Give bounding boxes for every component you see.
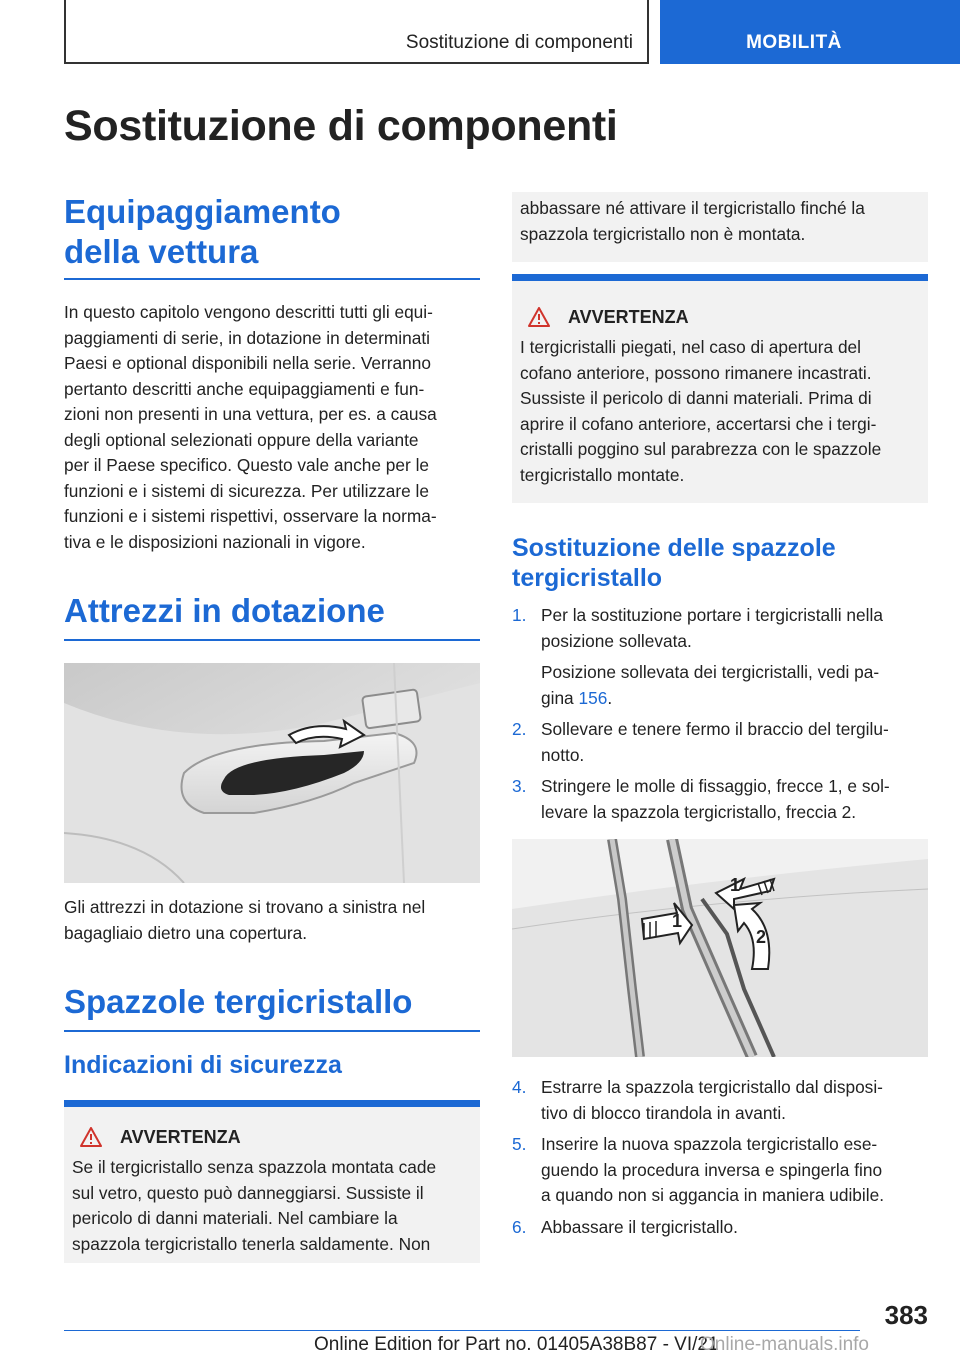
header-section-box: [64, 0, 649, 64]
tools-rule: [64, 639, 480, 641]
equip-rule: [64, 278, 480, 280]
step-4: 4. Estrarre la spazzola tergicristallo dal disposi- tivo di blocco tirandola in avanti.: [512, 1077, 883, 1123]
page-number: 383: [884, 1300, 928, 1330]
warning1-text: Se il tergicristallo senza spazzola montata cade sul vetro, questo può danneggiarsi. Sussiste il pericolo di danni materiali. Nel cambiare la spazzola tergicristallo tenerla saldamente. Non: [72, 1157, 437, 1254]
chapter-tab-label: MOBILITÀ: [746, 32, 842, 53]
tools-image: [64, 663, 480, 883]
step-1-note: Posizione sollevata dei tergicristalli, vedi pa- gina 156.: [541, 662, 880, 708]
tools-heading: Attrezzi in dotazione: [64, 592, 385, 629]
trunk-compartment-illustration: [64, 663, 480, 883]
safety-subheading: Indicazioni di sicurezza: [64, 1051, 342, 1079]
replace-steps-a: [512, 603, 928, 825]
figure-label-1a: 1: [730, 875, 741, 895]
warning1-bar: [64, 1100, 480, 1107]
warning1-continued-text: abbassare né attivare il tergicristallo finché la spazzola tergicristallo non è montata.: [520, 198, 865, 244]
warning2-bar: [512, 274, 928, 281]
step-6: 6. Abbassare il tergicristallo.: [512, 1216, 738, 1237]
header-section-title: Sostituzione di componenti: [405, 32, 633, 53]
step-1: 1. Per la sostituzione portare i tergicristalli nella posizione sollevata. Posizione sollevata dei tergicristalli, vedi pa- gina 156.: [512, 603, 928, 711]
step-3: 3. Stringere le molle di fissaggio, frecce 1, e sol- levare la spazzola tergicristallo, freccia 2.: [512, 776, 890, 822]
warning-triangle-icon: [528, 307, 550, 327]
footer-watermark: Online-manuals.info: [700, 1334, 869, 1355]
wiper-arm-illustration: [512, 839, 928, 1057]
figure-label-2: 2: [756, 927, 767, 947]
warning1-title: AVVERTENZA: [72, 1119, 472, 1155]
right-column: [512, 192, 928, 1246]
chapter-tab[interactable]: [660, 0, 960, 64]
warning-triangle-icon: [80, 1127, 102, 1147]
figure-label-1b: 1: [672, 911, 683, 931]
warning1-box: [64, 1107, 480, 1263]
wiper-image: [512, 839, 928, 1057]
tools-paragraph: Gli attrezzi in dotazione si trovano a sinistra nel bagagliaio dietro una copertura.: [64, 897, 426, 943]
step-5: 5. Inserire la nuova spazzola tergicristallo ese- guendo la procedura inversa e spingerla fino a quando non si aggancia in maniera udibile.: [512, 1134, 884, 1205]
equip-heading: Equipaggiamento della vettura: [64, 193, 341, 270]
wipers-heading: Spazzole tergicristallo: [64, 983, 413, 1020]
replace-steps-b: [512, 1075, 928, 1240]
warning2-text: I tergicristalli piegati, nel caso di apertura del cofano anteriore, possono rimanere incastrati. Sussiste il pericolo di danni materiali. Prima di aprire il cofano anteriore, accertarsi che i tergi- cristalli poggino sul parabrezza con le spazzole tergicristallo montate.: [520, 337, 882, 485]
left-column: [64, 192, 480, 1263]
footer-rule: [64, 1330, 860, 1331]
page-reference-link[interactable]: 156: [578, 687, 608, 708]
footer-edition: Online Edition for Part no. 01405A38B87 - VI/21: [314, 1334, 719, 1355]
equip-paragraph: In questo capitolo vengono descritti tutti gli equi- paggiamenti di serie, in dotazione in determinati Paesi e optional disponibili nella serie. Verranno pertanto descritti anche equipaggiamenti e fun- zioni non presenti in una vettura, per es. a causa degli optional selezionati oppure della variante per il Paese specifico. Questo vale anche per le funzioni e i sistemi di sicurezza. Per utilizzare le funzioni e i sistemi rispettivi, osservare la norma- tiva e le disposizioni nazionali in vigore.: [64, 302, 437, 552]
page-title: Sostituzione di componenti: [64, 102, 618, 150]
step-2: 2. Sollevare e tenere fermo il braccio del tergilu- notto.: [512, 719, 889, 765]
warning2-title: AVVERTENZA: [520, 299, 920, 335]
warning1-continued: [512, 192, 928, 262]
wipers-rule: [64, 1030, 480, 1032]
replace-heading: Sostituzione delle spazzole tergicristallo: [512, 534, 836, 592]
warning2-box: [512, 281, 928, 503]
